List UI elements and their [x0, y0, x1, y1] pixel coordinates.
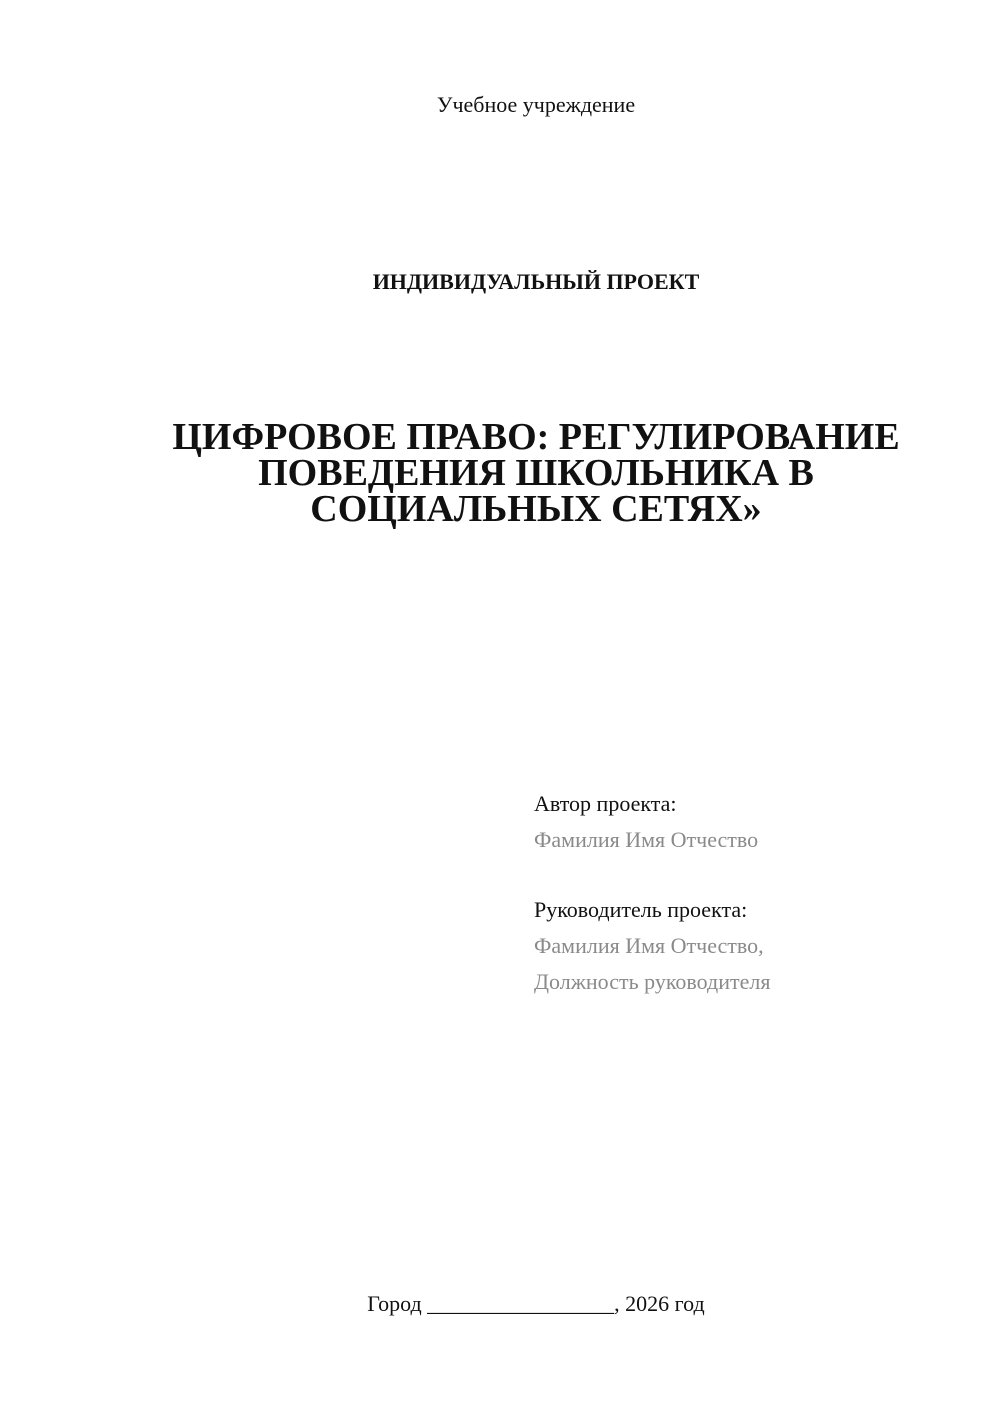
supervisor-position: Должность руководителя — [534, 969, 771, 994]
document-type-heading: ИНДИВИДУАЛЬНЫЙ ПРОЕКТ — [372, 269, 700, 294]
project-title — [130, 416, 942, 530]
city-year-footer: Город _________________, 2026 год — [367, 1291, 705, 1316]
supervisor-name: Фамилия Имя Отчество, — [534, 933, 764, 958]
institution-name: Учебное учреждение — [436, 92, 636, 117]
project-title-line-1: ЦИФРОВОЕ ПРАВО: РЕГУЛИРОВАНИЕ — [172, 416, 900, 458]
author-block — [534, 786, 758, 858]
author-name: Фамилия Имя Отчество — [534, 827, 759, 852]
supervisor-block — [534, 892, 770, 1000]
supervisor-label: Руководитель проекта: — [534, 897, 748, 922]
project-title-line-3: СОЦИАЛЬНЫХ СЕТЯХ» — [310, 488, 762, 530]
project-title-line-2: ПОВЕДЕНИЯ ШКОЛЬНИКА В — [258, 452, 814, 494]
author-label: Автор проекта: — [534, 791, 677, 816]
